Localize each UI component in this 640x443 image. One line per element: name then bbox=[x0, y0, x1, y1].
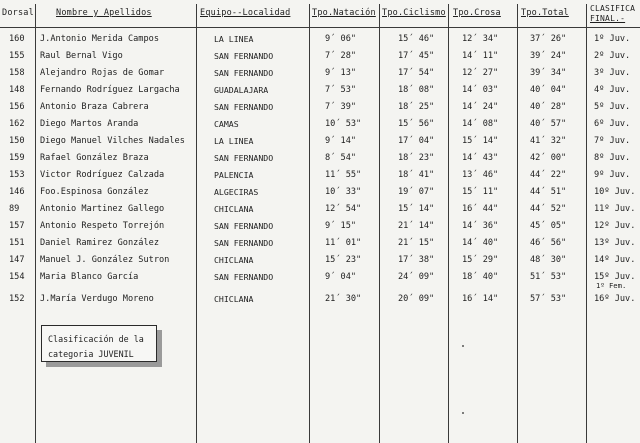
cell-swim: 10´ 53" bbox=[325, 119, 362, 129]
cell-swim: 10´ 33" bbox=[325, 187, 362, 197]
cell-bike: 17´ 38" bbox=[398, 255, 435, 265]
cell-team: ALGECIRAS bbox=[214, 187, 259, 197]
table-row bbox=[0, 268, 640, 285]
cell-swim: 9´ 06" bbox=[325, 34, 357, 44]
cell-team: CHICLANA bbox=[214, 255, 254, 265]
cell-cross: 14´ 08" bbox=[462, 119, 499, 129]
table-row bbox=[0, 217, 640, 234]
table-row bbox=[0, 234, 640, 251]
cell-name: Diego Martos Aranda bbox=[40, 119, 139, 129]
cell-classification: 8º Juv. bbox=[594, 153, 631, 163]
cell-name: Rafael González Braza bbox=[40, 153, 149, 163]
cell-name: Antonio Respeto Torrejón bbox=[40, 221, 165, 231]
cell-classification: 15º Juv. bbox=[594, 272, 636, 282]
cell-swim: 21´ 30" bbox=[325, 294, 362, 304]
cell-team: LA LINEA bbox=[214, 34, 254, 44]
cell-dorsal: 162 bbox=[9, 119, 25, 129]
table-row bbox=[0, 64, 640, 81]
cell-bike: 18´ 23" bbox=[398, 153, 435, 163]
cell-bike: 24´ 09" bbox=[398, 272, 435, 282]
cell-name: Antonio Martinez Gallego bbox=[40, 204, 165, 214]
cell-cross: 14´ 03" bbox=[462, 85, 499, 95]
cell-total: 40´ 57" bbox=[530, 119, 567, 129]
cell-cross: 14´ 40" bbox=[462, 238, 499, 248]
table-row bbox=[0, 47, 640, 64]
cell-team: CAMAS bbox=[214, 119, 239, 129]
cell-classification: 11º Juv. bbox=[594, 204, 636, 214]
cell-swim: 15´ 23" bbox=[325, 255, 362, 265]
cell-swim: 8´ 54" bbox=[325, 153, 357, 163]
cell-dorsal: 155 bbox=[9, 51, 25, 61]
cell-team: CHICLANA bbox=[214, 204, 254, 214]
cell-swim: 11´ 01" bbox=[325, 238, 362, 248]
cell-total: 51´ 53" bbox=[530, 272, 567, 282]
scan-speck bbox=[462, 412, 464, 414]
cell-total: 57´ 53" bbox=[530, 294, 567, 304]
table-row bbox=[0, 30, 640, 47]
header-bike: Tpo.Ciclismo bbox=[382, 8, 446, 18]
header-swim: Tpo.Natación bbox=[312, 8, 376, 18]
table-row bbox=[0, 81, 640, 98]
cell-cross: 14´ 43" bbox=[462, 153, 499, 163]
cell-bike: 21´ 15" bbox=[398, 238, 435, 248]
cell-bike: 18´ 25" bbox=[398, 102, 435, 112]
category-box-line1: Clasificación de la bbox=[48, 334, 144, 344]
cell-swim: 7´ 53" bbox=[325, 85, 357, 95]
cell-dorsal: 154 bbox=[9, 272, 25, 282]
cell-dorsal: 89 bbox=[9, 204, 20, 214]
cell-cross: 15´ 29" bbox=[462, 255, 499, 265]
cell-dorsal: 153 bbox=[9, 170, 25, 180]
cell-cross: 12´ 27" bbox=[462, 68, 499, 78]
cell-swim: 12´ 54" bbox=[325, 204, 362, 214]
cell-name: Daniel Ramirez González bbox=[40, 238, 159, 248]
cell-bike: 15´ 56" bbox=[398, 119, 435, 129]
cell-total: 44´ 52" bbox=[530, 204, 567, 214]
header-cross: Tpo.Crosa bbox=[453, 8, 501, 18]
cell-classification: 5º Juv. bbox=[594, 102, 631, 112]
cell-cross: 14´ 11" bbox=[462, 51, 499, 61]
cell-dorsal: 146 bbox=[9, 187, 25, 197]
cell-cross: 12´ 34" bbox=[462, 34, 499, 44]
cell-total: 37´ 26" bbox=[530, 34, 567, 44]
cell-name: Raul Bernal Vigo bbox=[40, 51, 123, 61]
cell-swim: 9´ 14" bbox=[325, 136, 357, 146]
cell-total: 41´ 32" bbox=[530, 136, 567, 146]
cell-classification: 16º Juv. bbox=[594, 294, 636, 304]
cell-total: 45´ 05" bbox=[530, 221, 567, 231]
cell-name: Diego Manuel Vilches Nadales bbox=[40, 136, 185, 146]
cell-bike: 20´ 09" bbox=[398, 294, 435, 304]
cell-cross: 18´ 40" bbox=[462, 272, 499, 282]
cell-dorsal: 156 bbox=[9, 102, 25, 112]
cell-swim: 9´ 15" bbox=[325, 221, 357, 231]
cell-total: 44´ 51" bbox=[530, 187, 567, 197]
cell-name: Foo.Espinosa González bbox=[40, 187, 149, 197]
cell-name: Manuel J. González Sutron bbox=[40, 255, 170, 265]
female-note: 1º Fem. bbox=[596, 281, 627, 290]
table-row bbox=[0, 115, 640, 132]
cell-dorsal: 159 bbox=[9, 153, 25, 163]
cell-name: Maria Blanco García bbox=[40, 272, 139, 282]
cell-dorsal: 157 bbox=[9, 221, 25, 231]
cell-cross: 16´ 14" bbox=[462, 294, 499, 304]
cell-team: SAN FERNANDO bbox=[214, 51, 274, 61]
table-row bbox=[0, 183, 640, 200]
cell-team: SAN FERNANDO bbox=[214, 102, 274, 112]
cell-total: 44´ 22" bbox=[530, 170, 567, 180]
table-row bbox=[0, 98, 640, 115]
header-dorsal: Dorsal bbox=[2, 8, 34, 18]
cell-bike: 15´ 46" bbox=[398, 34, 435, 44]
cell-swim: 9´ 04" bbox=[325, 272, 357, 282]
header-rule bbox=[0, 27, 640, 28]
table-row bbox=[0, 251, 640, 268]
category-box-line2: categoria JUVENIL bbox=[48, 349, 134, 359]
cell-classification: 4º Juv. bbox=[594, 85, 631, 95]
cell-cross: 15´ 11" bbox=[462, 187, 499, 197]
cell-classification: 6º Juv. bbox=[594, 119, 631, 129]
cell-bike: 17´ 45" bbox=[398, 51, 435, 61]
cell-classification: 2º Juv. bbox=[594, 51, 631, 61]
cell-dorsal: 147 bbox=[9, 255, 25, 265]
cell-bike: 21´ 14" bbox=[398, 221, 435, 231]
cell-classification: 1º Juv. bbox=[594, 34, 631, 44]
cell-total: 39´ 24" bbox=[530, 51, 567, 61]
cell-swim: 7´ 39" bbox=[325, 102, 357, 112]
header-classification-1: CLASIFICA bbox=[590, 4, 636, 13]
cell-team: LA LINEA bbox=[214, 136, 254, 146]
table-row bbox=[0, 132, 640, 149]
cell-classification: 7º Juv. bbox=[594, 136, 631, 146]
cell-cross: 15´ 14" bbox=[462, 136, 499, 146]
cell-team: SAN FERNANDO bbox=[214, 221, 274, 231]
cell-name: J.Antonio Merida Campos bbox=[40, 34, 159, 44]
cell-cross: 14´ 36" bbox=[462, 221, 499, 231]
cell-classification: 14º Juv. bbox=[594, 255, 636, 265]
cell-bike: 18´ 08" bbox=[398, 85, 435, 95]
cell-dorsal: 152 bbox=[9, 294, 25, 304]
cell-total: 42´ 00" bbox=[530, 153, 567, 163]
cell-team: GUADALAJARA bbox=[214, 85, 269, 95]
cell-team: CHICLANA bbox=[214, 294, 254, 304]
cell-team: SAN FERNANDO bbox=[214, 68, 274, 78]
cell-bike: 17´ 54" bbox=[398, 68, 435, 78]
cell-team: SAN FERNANDO bbox=[214, 153, 274, 163]
cell-dorsal: 158 bbox=[9, 68, 25, 78]
cell-classification: 12º Juv. bbox=[594, 221, 636, 231]
cell-name: Victor Rodríguez Calzada bbox=[40, 170, 165, 180]
cell-total: 40´ 04" bbox=[530, 85, 567, 95]
cell-dorsal: 151 bbox=[9, 238, 25, 248]
cell-name: Fernando Rodríguez Largacha bbox=[40, 85, 180, 95]
table-row bbox=[0, 290, 640, 307]
cell-bike: 18´ 41" bbox=[398, 170, 435, 180]
cell-classification: 10º Juv. bbox=[594, 187, 636, 197]
table-row bbox=[0, 200, 640, 217]
cell-swim: 11´ 55" bbox=[325, 170, 362, 180]
cell-swim: 7´ 28" bbox=[325, 51, 357, 61]
table-row bbox=[0, 149, 640, 166]
cell-cross: 16´ 44" bbox=[462, 204, 499, 214]
cell-dorsal: 160 bbox=[9, 34, 25, 44]
cell-cross: 14´ 24" bbox=[462, 102, 499, 112]
cell-dorsal: 148 bbox=[9, 85, 25, 95]
table-row bbox=[0, 166, 640, 183]
cell-name: Alejandro Rojas de Gomar bbox=[40, 68, 165, 78]
cell-team: PALENCIA bbox=[214, 170, 254, 180]
cell-total: 39´ 34" bbox=[530, 68, 567, 78]
cell-classification: 9º Juv. bbox=[594, 170, 631, 180]
cell-name: J.María Verdugo Moreno bbox=[40, 294, 154, 304]
header-team: Equipo--Localidad bbox=[200, 8, 291, 18]
cell-cross: 13´ 46" bbox=[462, 170, 499, 180]
header-classification-2: FINAL.- bbox=[590, 14, 626, 23]
cell-bike: 17´ 04" bbox=[398, 136, 435, 146]
cell-team: SAN FERNANDO bbox=[214, 272, 274, 282]
cell-name: Antonio Braza Cabrera bbox=[40, 102, 149, 112]
cell-bike: 19´ 07" bbox=[398, 187, 435, 197]
category-box bbox=[41, 325, 157, 362]
cell-classification: 13º Juv. bbox=[594, 238, 636, 248]
cell-swim: 9´ 13" bbox=[325, 68, 357, 78]
cell-dorsal: 150 bbox=[9, 136, 25, 146]
scan-speck bbox=[462, 345, 464, 347]
header-name: Nombre y Apellidos bbox=[56, 8, 152, 18]
cell-classification: 3º Juv. bbox=[594, 68, 631, 78]
cell-total: 40´ 28" bbox=[530, 102, 567, 112]
header-total: Tpo.Total bbox=[521, 8, 569, 18]
cell-bike: 15´ 14" bbox=[398, 204, 435, 214]
cell-total: 46´ 56" bbox=[530, 238, 567, 248]
cell-total: 48´ 30" bbox=[530, 255, 567, 265]
cell-team: SAN FERNANDO bbox=[214, 238, 274, 248]
